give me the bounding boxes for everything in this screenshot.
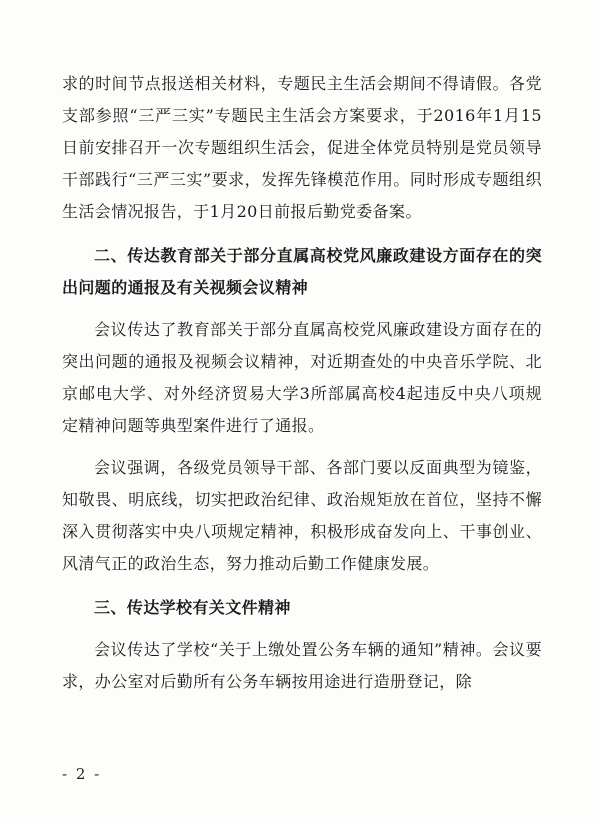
paragraph-notification: 会议传达了教育部关于部分直属高校党风廉政建设方面存在的突出问题的通报及视频会议精神，对近期查处的中央音乐学院、北京邮电大学、对外经济贸易大学3所部属高校4起违反中央八项规定精神问题等典型案件进行了通报。 xyxy=(62,320,542,435)
section-heading-2: 二、传达教育部关于部分直属高校党风廉政建设方面存在的突出问题的通报及有关视频会议精神 xyxy=(62,246,542,297)
paragraph-continuation: 求的时间节点报送相关材料，专题民主生活会期间不得请假。各党支部参照“三严三实”专题民主生活会方案要求，于2016年1月15日前安排召开一次专题组织生活会，促进全体党员特别是党员领导干部践行“三严三实”要求，发挥先锋模范作用。同时形成专题组织生活会情况报告，于1月20日前报后勤党委备案。 xyxy=(62,74,542,221)
section-heading-3: 三、传达学校有关文件精神 xyxy=(94,598,291,617)
document-body xyxy=(62,68,542,698)
page-number: - 2 - xyxy=(62,765,102,783)
paragraph-vehicle-notice: 会议传达了学校“关于上缴处置公务车辆的通知”精神。会议要求，办公室对后勤所有公务车辆按用途进行造册登记，除 xyxy=(62,640,542,691)
paragraph-emphasis: 会议强调，各级党员领导干部、各部门要以反面典型为镜鉴，知敬畏、明底线，切实把政治纪律、政治规矩放在首位，坚持不懈深入贯彻落实中央八项规定精神，积极形成奋发向上、干事创业、风清气正的政治生态，努力推动后勤工作健康发展。 xyxy=(62,458,542,573)
